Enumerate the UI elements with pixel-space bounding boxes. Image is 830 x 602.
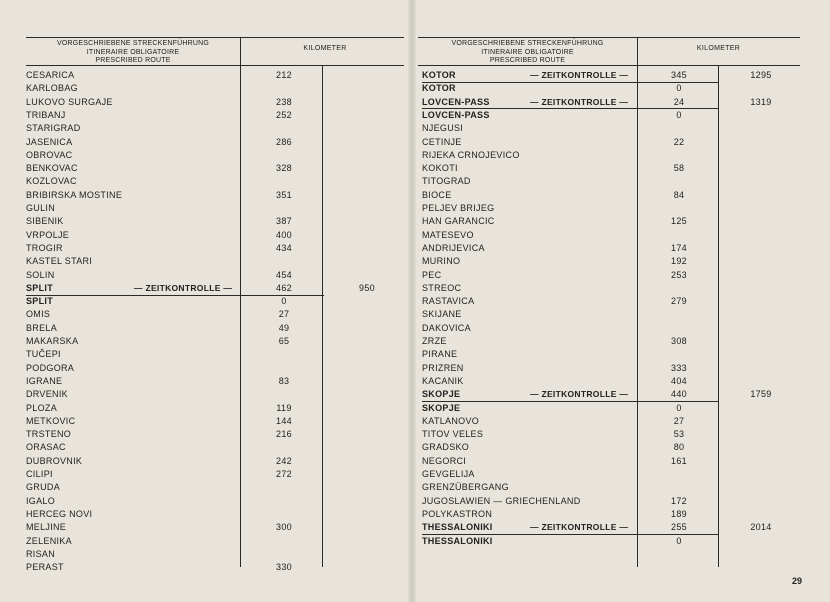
place-name: PELJEV BRIJEG	[422, 203, 495, 213]
route-row	[26, 481, 406, 494]
segment-km: 27	[673, 415, 685, 426]
place-name: GRADSKO	[422, 442, 470, 453]
route-row	[422, 455, 802, 468]
place-name: METKOVIC	[26, 415, 76, 426]
route-row	[422, 295, 802, 308]
segment-km: 53	[673, 429, 685, 440]
route-row	[422, 362, 802, 375]
time-control-label: — ZEITKONTROLLE —	[134, 282, 233, 293]
route-row	[26, 282, 406, 295]
place-name: MELJINE	[26, 522, 67, 533]
segment-km: 65	[278, 336, 290, 346]
time-control-label: — ZEITKONTROLLE —	[530, 96, 629, 107]
place-name: NEGORCI	[422, 455, 467, 466]
route-row	[26, 202, 406, 215]
segment-km: 279	[671, 296, 687, 307]
segment-km: 351	[276, 189, 292, 200]
route-row	[422, 481, 802, 494]
place-name: KARLOBAG	[26, 83, 78, 94]
route-row	[422, 508, 802, 521]
segment-km: 125	[671, 216, 687, 227]
total-km: 1319	[750, 96, 772, 107]
route-row	[26, 82, 406, 95]
place-name: VRPOLJE	[26, 229, 70, 240]
route-row	[422, 202, 802, 215]
route-row	[422, 82, 802, 95]
segment-km: 387	[276, 216, 292, 227]
place-name: DRVENIK	[26, 389, 68, 400]
route-row	[422, 322, 802, 335]
place-name: HERCEG NOVI	[26, 508, 93, 519]
book-spine	[408, 0, 416, 602]
route-row	[26, 255, 406, 268]
place-name: THESSALONIKI	[422, 522, 493, 533]
segment-km: 434	[276, 242, 292, 253]
place-name: SPLIT	[26, 282, 54, 293]
place-name: CILIPI	[26, 469, 53, 479]
place-name: KOZLOVAC	[26, 176, 77, 187]
segment-km: 333	[671, 362, 687, 373]
left-km-header: KILOMETER	[303, 45, 347, 52]
route-row	[422, 175, 802, 188]
route-row	[26, 535, 406, 548]
place-name: PEC	[422, 269, 442, 280]
segment-km: 161	[671, 455, 687, 466]
total-km: 1759	[750, 389, 772, 400]
route-row	[26, 495, 406, 508]
segment-km: 0	[676, 109, 682, 120]
route-row	[26, 521, 406, 534]
left-route-header	[26, 40, 240, 66]
place-name: GRENZÜBERGANG	[422, 482, 509, 493]
route-row	[26, 96, 406, 109]
segment-km: 238	[276, 96, 292, 107]
place-name: OBROVAC	[26, 149, 73, 160]
time-control-label: — ZEITKONTROLLE —	[530, 522, 629, 533]
time-control-label: — ZEITKONTROLLE —	[530, 389, 629, 400]
route-row	[422, 229, 802, 242]
place-name: GEVGELIJA	[422, 469, 475, 479]
segment-km: 328	[276, 163, 292, 174]
segment-km: 255	[671, 522, 687, 533]
route-row	[26, 375, 406, 388]
segment-km: 252	[276, 109, 292, 120]
place-name: LOVCEN-PASS	[422, 109, 490, 120]
route-row	[422, 136, 802, 149]
route-row	[26, 269, 406, 282]
segment-km: 345	[671, 70, 687, 80]
right-route-header	[418, 40, 637, 66]
place-name: PLOZA	[26, 402, 58, 413]
route-row	[26, 388, 406, 401]
right-km-header: KILOMETER	[696, 45, 741, 52]
segment-km: 242	[276, 455, 292, 466]
place-name: STARIGRAD	[26, 123, 81, 134]
segment-km: 0	[676, 402, 682, 413]
place-name: NJEGUSI	[422, 123, 464, 134]
route-row	[422, 189, 802, 202]
route-row	[26, 122, 406, 135]
route-row	[26, 242, 406, 255]
route-row	[422, 96, 802, 109]
route-row	[26, 428, 406, 441]
route-row	[26, 402, 406, 415]
place-name: SKOPJE	[422, 389, 461, 400]
place-name: KASTEL STARI	[26, 256, 93, 267]
segment-km: 49	[278, 322, 290, 333]
place-name: RASTAVICA	[422, 296, 475, 307]
segment-km: 27	[278, 309, 290, 320]
segment-km: 212	[276, 70, 292, 80]
place-name: DUBROVNIK	[26, 455, 83, 466]
place-name: TROGIR	[26, 242, 63, 253]
place-name: RISAN	[26, 548, 56, 559]
segment-km: 216	[276, 429, 292, 440]
segment-km: 0	[676, 535, 682, 546]
place-name: MAKARSKA	[26, 336, 79, 346]
segment-km: 189	[671, 508, 687, 519]
route-row	[26, 362, 406, 375]
route-row	[26, 136, 406, 149]
segment-km: 24	[673, 96, 685, 107]
place-name: TITOV VELES	[422, 429, 484, 440]
route-header-line1: VORGESCHRIEBENE STRECKENFÜHRUNG	[56, 40, 210, 47]
route-row	[422, 348, 802, 361]
route-row	[422, 441, 802, 454]
segment-km: 253	[671, 269, 687, 280]
segment-km: 330	[276, 562, 292, 573]
route-row	[26, 561, 406, 574]
segment-km: 0	[281, 296, 287, 307]
place-name: PIRANE	[422, 349, 458, 360]
route-row	[422, 149, 802, 162]
place-name: PRIZREN	[422, 362, 464, 373]
place-name: KOKOTI	[422, 163, 458, 174]
route-row	[26, 175, 406, 188]
segment-km: 462	[276, 282, 292, 293]
place-name: KOTOR	[422, 83, 456, 94]
segment-km: 144	[276, 415, 292, 426]
left-header-top-rule	[26, 37, 404, 38]
place-name: DAKOVICA	[422, 322, 471, 333]
segment-km: 308	[671, 336, 687, 346]
page-number: 29	[791, 576, 802, 586]
segment-km: 84	[673, 189, 685, 200]
total-km: 950	[359, 282, 375, 293]
place-name: SOLIN	[26, 269, 55, 280]
segment-km: 404	[671, 375, 687, 386]
place-name: MATESEVO	[422, 229, 474, 240]
route-row	[26, 322, 406, 335]
route-row	[422, 242, 802, 255]
route-header-line1: VORGESCHRIEBENE STRECKENFÜHRUNG	[451, 40, 604, 47]
segment-km: 300	[276, 522, 292, 533]
route-row	[422, 109, 802, 122]
route-row	[422, 375, 802, 388]
route-row	[422, 269, 802, 282]
route-row	[422, 335, 802, 348]
route-row	[422, 69, 802, 82]
route-row	[26, 508, 406, 521]
route-row	[26, 415, 406, 428]
route-row	[422, 388, 802, 401]
place-name: CESARICA	[26, 70, 75, 80]
place-name: KATLANOVO	[422, 415, 480, 426]
place-name: TRSTENO	[26, 429, 72, 440]
place-name: GRUDA	[26, 482, 61, 493]
place-name: POLYKASTRON	[422, 508, 493, 519]
route-row	[26, 348, 406, 361]
route-row	[26, 335, 406, 348]
place-name: LUKOVO SURGAJE	[26, 96, 113, 107]
route-row	[26, 295, 406, 308]
place-name: STREOC	[422, 282, 462, 293]
place-name: MURINO	[422, 256, 461, 267]
segment-km: 192	[671, 256, 687, 267]
route-row	[26, 548, 406, 561]
place-name: BRELA	[26, 322, 58, 333]
route-row	[26, 149, 406, 162]
route-row	[422, 428, 802, 441]
route-row	[422, 308, 802, 321]
route-header-line3: PRESCRIBED ROUTE	[489, 57, 566, 64]
place-name: LOVCEN-PASS	[422, 96, 490, 107]
segment-km: 22	[673, 136, 685, 147]
route-row	[422, 468, 802, 481]
route-row	[422, 255, 802, 268]
place-name: SPLIT	[26, 296, 54, 307]
place-name: OMIS	[26, 309, 51, 320]
route-row	[422, 215, 802, 228]
route-row	[26, 455, 406, 468]
place-name: KACANIK	[422, 375, 464, 386]
place-name: TRIBANJ	[26, 109, 66, 120]
place-name: GULIN	[26, 203, 56, 213]
segment-km: 83	[278, 375, 290, 386]
segment-km: 0	[676, 83, 682, 94]
place-name: KOTOR	[422, 70, 456, 80]
place-name: SKOPJE	[422, 402, 461, 413]
route-header-line2: ITINERAIRE OBLIGATOIRE	[481, 48, 574, 56]
place-name: CETINJE	[422, 136, 462, 147]
route-row	[422, 402, 802, 415]
place-name: BRIBIRSKA MOSTINE	[26, 189, 123, 200]
route-header-line2: ITINERAIRE OBLIGATOIRE	[86, 48, 180, 56]
segment-km: 174	[671, 242, 687, 253]
place-name: PERAST	[26, 562, 64, 573]
route-row	[422, 521, 802, 534]
route-header-line3: PRESCRIBED ROUTE	[95, 57, 171, 64]
segment-km: 272	[276, 469, 292, 479]
route-row	[26, 189, 406, 202]
route-row	[26, 468, 406, 481]
route-row	[26, 229, 406, 242]
place-name: ZELENIKA	[26, 535, 72, 546]
route-row	[26, 162, 406, 175]
segment-km: 440	[671, 389, 687, 400]
route-row	[26, 69, 406, 82]
place-name: BIOCE	[422, 189, 452, 200]
right-header-top-rule	[418, 37, 800, 38]
route-row	[26, 441, 406, 454]
segment-km: 119	[276, 402, 292, 413]
segment-km: 454	[276, 269, 292, 280]
place-name: JUGOSLAWIEN — GRIECHENLAND	[422, 495, 581, 506]
total-km: 1295	[750, 70, 772, 80]
place-name: THESSALONIKI	[422, 535, 493, 546]
place-name: RIJEKA CRNOJEVICO	[422, 149, 520, 160]
place-name: PODGORA	[26, 362, 75, 373]
place-name: SIBENIK	[26, 216, 64, 227]
route-row	[26, 109, 406, 122]
place-name: ANDRIJEVICA	[422, 242, 485, 253]
segment-km: 172	[671, 495, 687, 506]
place-name: IGRANE	[26, 375, 63, 386]
route-row	[422, 415, 802, 428]
place-name: HAN GARANCIC	[422, 216, 495, 227]
route-row	[422, 122, 802, 135]
route-row	[422, 282, 802, 295]
place-name: TUČEPI	[26, 349, 61, 360]
place-name: IGALO	[26, 495, 56, 506]
route-row	[26, 308, 406, 321]
time-control-label: — ZEITKONTROLLE —	[530, 70, 629, 80]
place-name: TITOGRAD	[422, 176, 471, 187]
route-row	[422, 495, 802, 508]
segment-km: 286	[276, 136, 292, 147]
segment-km: 400	[276, 229, 292, 240]
place-name: JASENICA	[26, 136, 73, 147]
place-name: SKIJANE	[422, 309, 462, 320]
segment-km: 80	[673, 442, 685, 453]
place-name: ZRZE	[422, 336, 447, 346]
segment-km: 58	[673, 163, 685, 174]
place-name: ORASAC	[26, 442, 66, 453]
route-row	[26, 215, 406, 228]
route-row	[422, 162, 802, 175]
place-name: BENKOVAC	[26, 163, 78, 174]
route-row	[422, 535, 802, 548]
total-km: 2014	[750, 522, 772, 533]
